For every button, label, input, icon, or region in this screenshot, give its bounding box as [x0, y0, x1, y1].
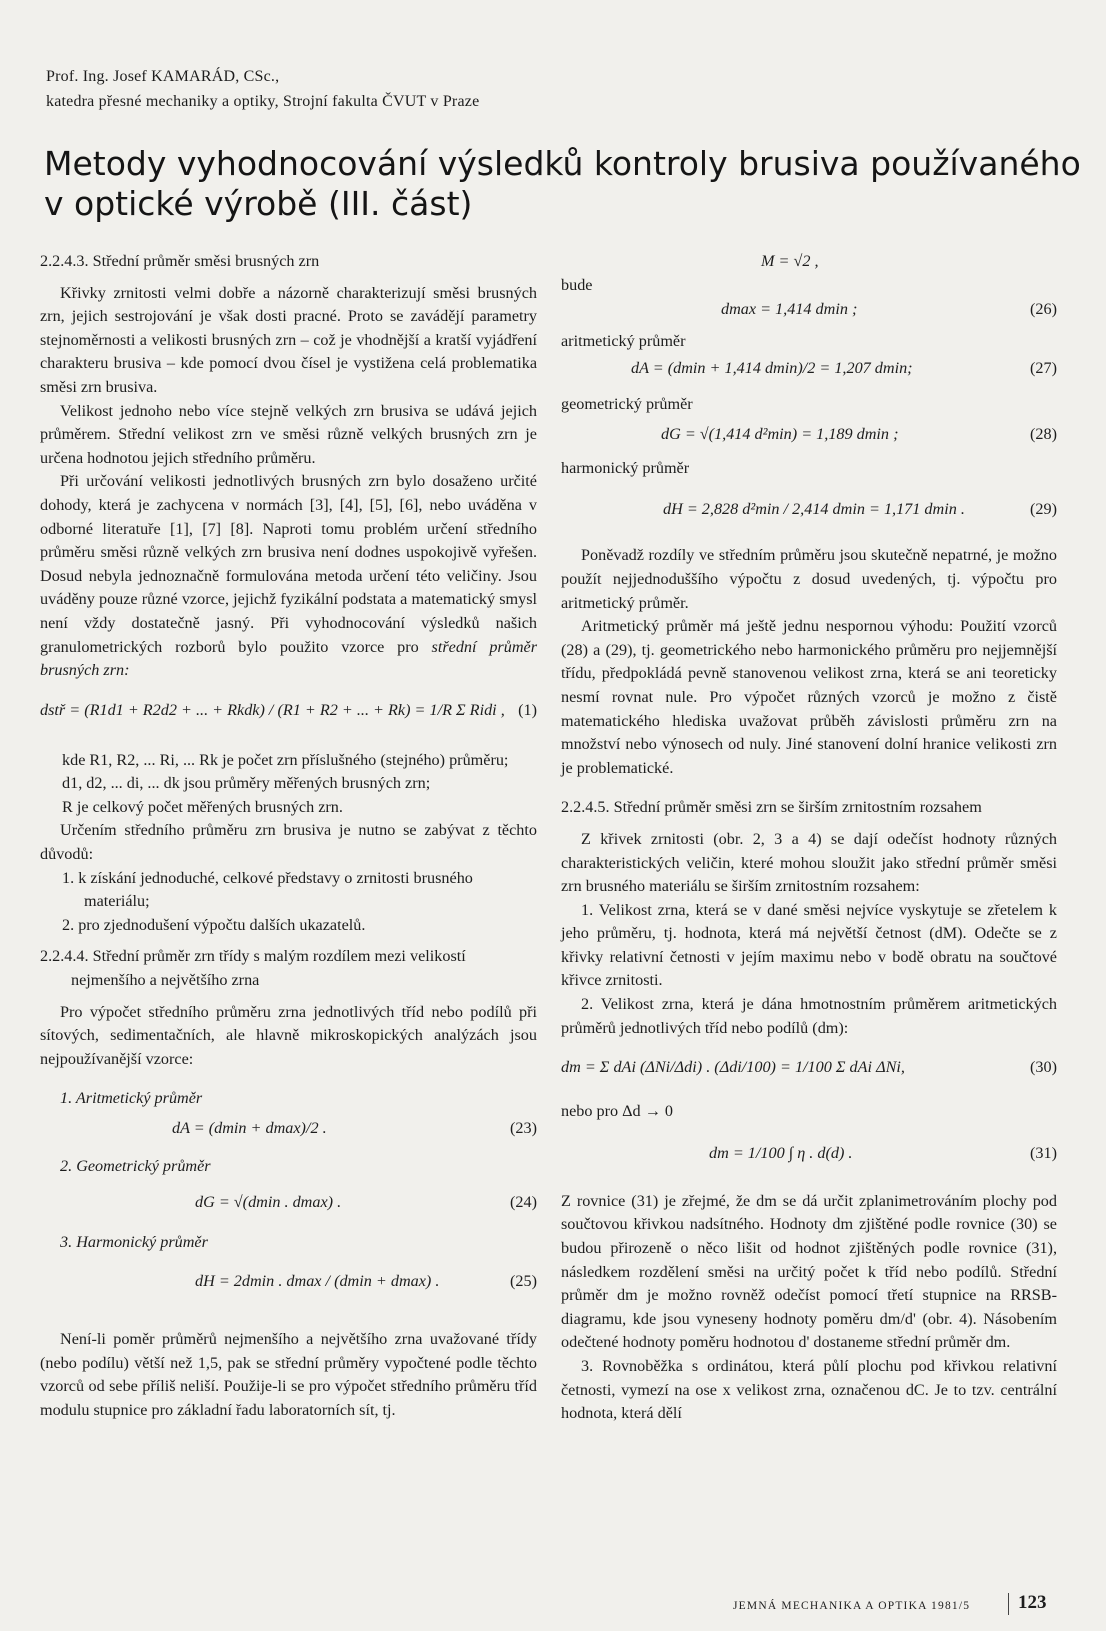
equation-29 — [561, 480, 1057, 544]
equation-30 — [561, 1040, 1057, 1100]
equation-number: (1) — [518, 700, 537, 719]
equation-expression: dm = Σ dAi (ΔNi/Δdi) . (Δdi/100) = 1/100 Σ dAi ΔNi, — [561, 1058, 905, 1077]
equation-27 — [561, 353, 1057, 393]
title-line-1: Metody vyhodnocování výsledků kontroly brusiva používaného — [44, 144, 1081, 183]
paragraph: 2. Velikost zrna, která je dána hmotnostním průměrem aritmetických průměrů jednotlivých tříd nebo podílů (dm): — [561, 995, 1057, 1037]
equation-expression: dH = 2,828 d²min / 2,414 dmin = 1,171 dmin . — [663, 500, 965, 519]
equation-expression: dmax = 1,414 dmin ; — [721, 299, 858, 318]
paragraph: Poněvadž rozdíly ve středním průměru jsou skutečně nepatrné, je možno použít nejjednoduššího výpočtu z dosud uvedených, tj. výpočtu pro aritmetický průměr. — [561, 546, 1057, 612]
equation-number: (28) — [1030, 424, 1057, 443]
equation-expression: dG = √(1,414 d²min) = 1,189 dmin ; — [661, 424, 899, 443]
right-column — [561, 250, 1057, 1426]
paragraph: Z rovnice (31) je zřejmé, že dm se dá určit zplanimetrováním plochy pod součtovou křivkou nadsítného. Hodnoty dm zjištěné podle rovnice (30) se budou přirozeně o něco lišit od hodnot zjištěných podle rovnice (31), následkem rozdělení směsi na určitý počet k tříd nebo podílů. Střední průměr dm je možno rovněž odečíst pomocí třetí stupnice na RRSB-diagramu, kde jsou vyneseny hodnoty poměru dm/d' (obr. 4). Násobením odečtené hodnoty poměru hodnotou d' dostaneme střední průměr dm. — [561, 1191, 1057, 1352]
equation-expression: dm = 1/100 ∫ η . d(d) . — [709, 1143, 853, 1162]
equation-number: (26) — [1030, 299, 1057, 318]
text-line: nebo pro Δd → 0 — [561, 1102, 674, 1121]
equation-expression: dG = √(dmin . dmax) . — [195, 1192, 342, 1211]
paragraph: Velikost jednoho nebo více stejně velkých zrn brusiva se udává jejich průměrem. Střední velikost zrn ve směsi různě velkých brusných zrn je určena hodnotou jejich středního průměru. — [40, 401, 537, 467]
formula-label: harmonický průměr — [561, 458, 690, 477]
formula-label — [40, 1231, 537, 1255]
footer-divider — [1008, 1593, 1009, 1615]
definition-item: kde R1, R2, ... Ri, ... Rk je počet zrn příslušného (stejného) průměru; — [62, 750, 509, 769]
definition-item: R je celkový počet měřených brusných zrn. — [62, 797, 343, 816]
paragraph-text: Při určování velikosti jednotlivých brusných zrn bylo dosaženo určité dohody, která je zachycena v normách [3], [4], [5], [6], nebo uváděna v odborné literatuře [1], [7] [8]. Naproti tomu problém určení středního průměru směsi různě velkých zrn brusiva není dodnes uspokojivě vyřešen. Dosud nebyla jednoznačně formulována metoda určení této veličiny. Jsou uváděny pouze různé vzorce, jejichž fyzikální podstata a matematický smysl není vždy dostatečně jasný. Při vyhodnocování výsledků našich granulometrických rozborů bylo použito vzorce pro — [40, 472, 537, 656]
list-item: 2. pro zjednodušení výpočtu dalších ukazatelů. — [62, 915, 366, 934]
equation-number: (31) — [1030, 1143, 1057, 1162]
paragraph: Určením středního průměru zrn brusiva je nutno se zabývat z těchto důvodů: — [40, 821, 537, 864]
definition-list — [40, 749, 537, 820]
equation-26 — [561, 298, 1057, 330]
equation-expression: dstř = (R1d1 + R2d2 + ... + Rkdk) / (R1 + R2 + ... + Rk) = 1/R Σ Ridi , — [40, 700, 505, 719]
author-name: Prof. Ing. Josef KAMARÁD, CSc., — [46, 68, 280, 85]
page-number: 123 — [1018, 1592, 1047, 1613]
paragraph: 1. Velikost zrna, která se v dané směsi nejvíce vyskytuje se zřetelem k jeho průměru, tj. hodnota, která má největší četnost (dM). Odečte se z křivky relativní četnosti v jejím maximu nebo v bodě obratu na součtové křivce zrnitosti. — [561, 900, 1057, 990]
text-line: bude — [561, 276, 593, 294]
equation-expression: dA = (dmin + 1,414 dmin)/2 = 1,207 dmin; — [631, 359, 913, 378]
paragraph: Není-li poměr průměrů nejmenšího a největšího zrna uvažované třídy (nebo podílu) větší než 1,5, pak se střední průměry vypočtené podle těchto vzorců od sebe příliš neliší. Použije-li se pro výpočet středního průměru tříd modulu stupnice pro základní řadu laboratorních sít, tj. — [40, 1330, 537, 1419]
equation-number: (24) — [510, 1192, 537, 1211]
title-line-2: v optické výrobě (III. část) — [44, 184, 473, 223]
equation-25 — [40, 1254, 537, 1312]
equation-number: (23) — [510, 1119, 537, 1137]
equation-number: (27) — [1030, 359, 1057, 378]
equation-expression: dH = 2dmin . dmax / (dmin + dmax) . — [195, 1272, 440, 1291]
section-heading-2-2-4-3: 2.2.4.3. Střední průměr směsi brusných zrn — [40, 252, 320, 270]
formula-label-text: 1. Aritmetický průměr — [60, 1089, 203, 1108]
equation-m — [561, 250, 1057, 274]
author-block — [46, 64, 479, 114]
left-column — [40, 250, 537, 1423]
section-heading-2-2-4-4: 2.2.4.4. Střední průměr zrn třídy s malým rozdílem mezi velikostí nejmenšího a největšího zrna — [40, 947, 466, 990]
formula-label: aritmetický průměr — [561, 331, 686, 350]
paragraph: Křivky zrnitosti velmi dobře a názorně charakterizují směsi brusných zrn, jejich sestrojování je však dosti pracné. Proto se zavádějí parametry stejnoměrnosti a velikosti brusných zrn – což je vhodnější a kratší vyjádření charakteru brusiva – kde pomocí dvou čísel je vystižena celá problematika směsi zrn brusiva. — [40, 283, 537, 396]
paragraph: 3. Rovnoběžka s ordinátou, která půlí plochu pod křivkou relativní četnosti, vymezí na ose x velikost zrna, označenou dC. Je to tzv. centrální hodnota, která dělí — [561, 1357, 1057, 1423]
formula-label — [40, 1087, 537, 1111]
paragraph: Pro výpočet středního průměru zrna jednotlivých tříd nebo podílů při sítových, sedimentačních, ale hlavně mikroskopických analýzách jsou nejpoužívanější vzorce: — [40, 1002, 537, 1068]
equation-number: (25) — [510, 1272, 537, 1291]
formula-label-text: 2. Geometrický průměr — [60, 1157, 211, 1175]
formula-label-text: 3. Harmonický průměr — [60, 1232, 208, 1251]
equation-number: (30) — [1030, 1058, 1057, 1077]
equation-31 — [561, 1124, 1057, 1190]
equation-24 — [40, 1179, 537, 1223]
paragraph — [40, 470, 537, 682]
definition-item: d1, d2, ... di, ... dk jsou průměry měřených brusných zrn; — [62, 774, 431, 793]
section-heading-2-2-4-5: 2.2.4.5. Střední průměr směsi zrn se širším zrnitostním rozsahem — [561, 798, 982, 817]
paragraph: Aritmetický průměr má ještě jednu nespornou výhodu: Použití vzorců (28) a (29), tj. geometrického nebo harmonického průměru pro nejjemnější třídu, předpokládá pevně stanovenou velikost zrna, která se ani teoreticky nesmí rovnat nule. Pro výpočet různých vzorců je možno z čistě matematického hlediska uvažovat průběh závislosti průměru zrn na množství nebo výnosech od nuly. Jiné stanovení dolní hranice velikosti zrn je problematické. — [561, 617, 1057, 777]
equation-28 — [561, 417, 1057, 457]
article-title — [44, 144, 1084, 224]
equation-23 — [40, 1111, 537, 1155]
formula-label — [40, 1155, 537, 1179]
equation-expression: dA = (dmin + dmax)/2 . — [172, 1119, 327, 1137]
list-item: 1. k získání jednoduché, celkové představy o zrnitosti brusného materiálu; — [62, 868, 473, 911]
equation-expression: M = √2 , — [761, 252, 819, 270]
journal-footer: JEMNÁ MECHANIKA A OPTIKA 1981/5 — [733, 1600, 971, 1612]
paragraph: Z křivek zrnitosti (obr. 2, 3 a 4) se dají odečíst hodnoty různých charakteristických veličin, které mohou sloužit jako střední průměr směsi zrn brusného materiálu se širším zrnitostním rozsahem: — [561, 829, 1057, 896]
formula-label: geometrický průměr — [561, 395, 693, 414]
author-affiliation: katedra přesné mechaniky a optiky, Strojní fakulta ČVUT v Praze — [46, 93, 480, 110]
equation-number: (29) — [1030, 500, 1057, 519]
equation-1 — [40, 691, 537, 749]
emphasis-text: střední průměr brusných zrn: — [40, 637, 537, 680]
